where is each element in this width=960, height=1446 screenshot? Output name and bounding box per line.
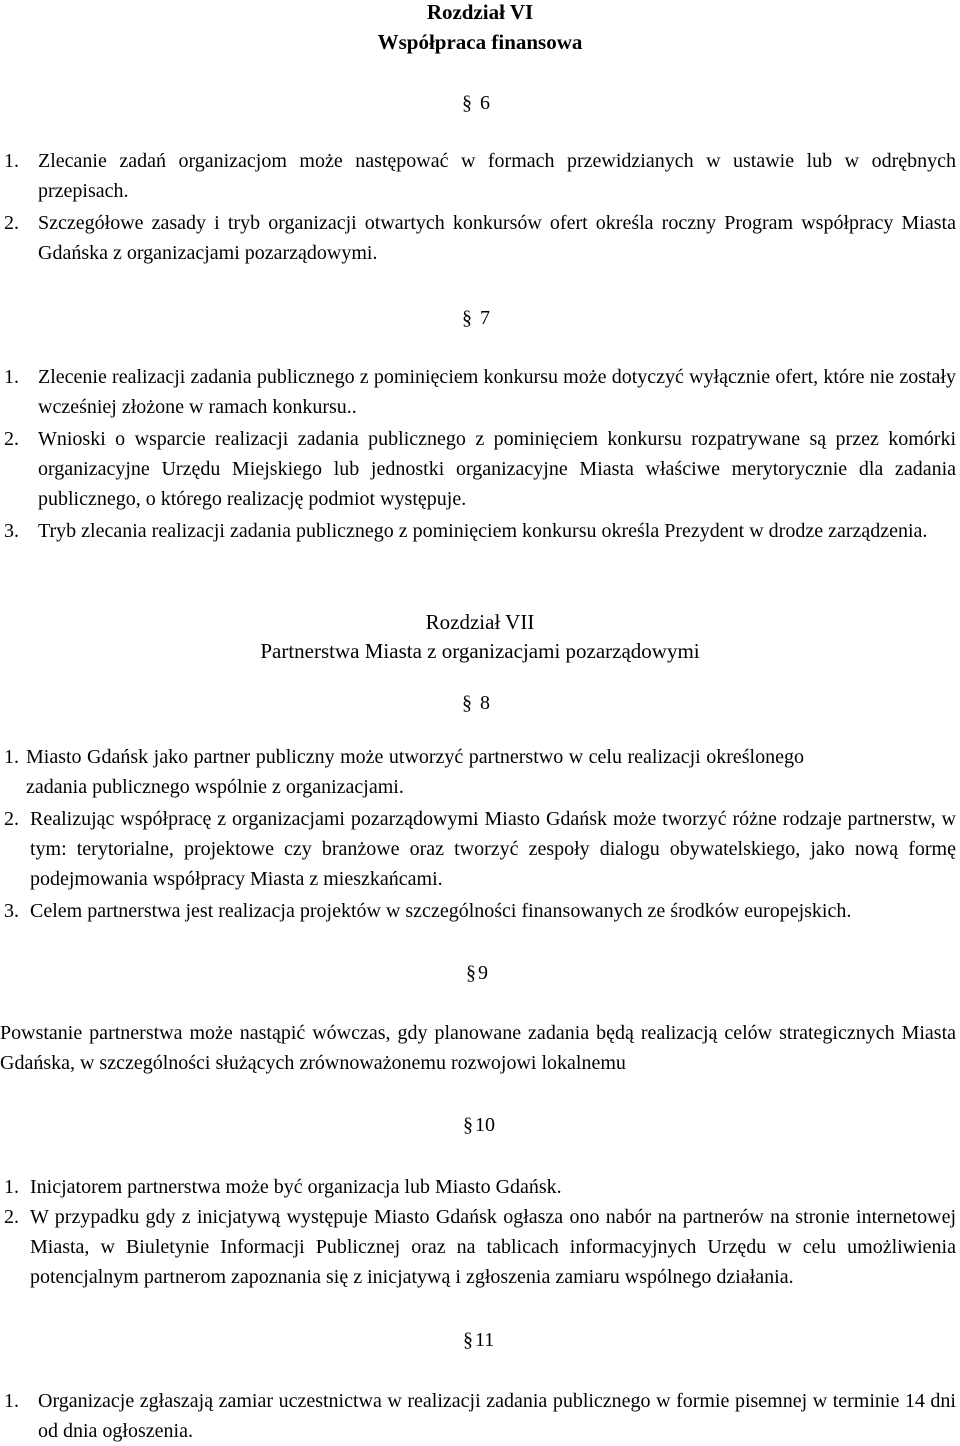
item-text: Realizując współpracę z organizacjami pozarządowymi Miasto Gdańsk może tworzyć różne rodzaje partnerstw, w tym: terytorialne, projektowe czy branżowe oraz tworzyć zespoły dialogu obywatelskiego, jako nową formę podejmowania współpracy Miasta z mieszkańcami. <box>30 808 956 890</box>
section-number: 11 <box>475 1329 495 1351</box>
section-number: 6 <box>480 92 490 114</box>
section-8-heading <box>462 690 490 716</box>
item-number: 2. <box>4 1206 19 1228</box>
section-7-heading <box>462 305 490 331</box>
item-text: W przypadku gdy z inicjatywą występuje Miasto Gdańsk ogłasza ono nabór na partnerów na stronie internetowej Miasta, w Biuletynie Informacji Publicznej oraz na tablicach informacyjnych Urzędu w celu umożliwienia potencjalnym partnerom zapoznania się z inicjatywą i zgłoszenia zamiaru wspólnego działania. <box>30 1206 956 1288</box>
section-symbol: § <box>463 1114 473 1136</box>
item-number: 1. <box>4 150 19 172</box>
item-number: 2. <box>4 808 19 830</box>
section-number: 7 <box>480 307 490 329</box>
chapter-6-subtitle: Współpraca finansowa <box>377 30 583 54</box>
section-symbol: § <box>463 1329 473 1351</box>
item-number: 2. <box>4 428 19 450</box>
s9-paragraph: Powstanie partnerstwa może nastąpić wówczas, gdy planowane zadania będą realizacją celów strategicznych Miasta Gdańska, w szczególności służących zrównoważonemu rozwojowi lokalnemu <box>0 1022 956 1074</box>
s6-item-2 <box>4 208 956 268</box>
section-symbol: § <box>466 962 476 984</box>
item-number: 2. <box>4 212 19 234</box>
item-text: Wnioski o wsparcie realizacji zadania publicznego z pominięciem konkursu rozpatrywane są przez komórki organizacyjne Urzędu Miejskiego lub jednostki organizacyjne Miasta właściwe merytorycznie dla zadania publicznego, o którego realizację podmiot występuje. <box>38 428 956 510</box>
chapter-7-title: Rozdział VII <box>425 610 535 634</box>
item-text: Zlecanie zadań organizacjom może następować w formach przewidzianych w ustawie lub w odrębnych przepisach. <box>38 150 956 202</box>
item-number: 1. <box>4 746 19 768</box>
s10-item-2 <box>4 1202 956 1292</box>
item-text: Zlecenie realizacji zadania publicznego z pominięciem konkursu może dotyczyć wyłącznie ofert, które nie zostały wcześniej złożone w ramach konkursu.. <box>38 366 956 418</box>
s7-item-1 <box>4 362 956 422</box>
s8-item-1 <box>4 742 804 802</box>
s10-item-1 <box>4 1172 956 1202</box>
section-number: 8 <box>480 692 490 714</box>
s6-item-1 <box>4 146 956 206</box>
section-number: 9 <box>478 962 488 984</box>
s8-item-3 <box>4 896 956 926</box>
item-text: Inicjatorem partnerstwa może być organizacja lub Miasto Gdańsk. <box>30 1176 562 1198</box>
section-6-heading <box>462 90 490 116</box>
section-11-heading <box>463 1327 494 1353</box>
s7-item-2 <box>4 424 956 514</box>
item-text: Organizacje zgłaszają zamiar uczestnictwa w realizacji zadania publicznego w formie pisemnej w terminie 14 dni od dnia ogłoszenia. <box>38 1390 956 1442</box>
section-symbol: § <box>462 692 472 714</box>
item-text: Tryb zlecania realizacji zadania publicznego z pominięciem konkursu określa Prezydent w drodze zarządzenia. <box>38 520 928 542</box>
item-number: 1. <box>4 1176 19 1198</box>
item-number: 1. <box>4 1390 19 1412</box>
section-9-heading <box>466 960 488 986</box>
item-text: Miasto Gdańsk jako partner publiczny może utworzyć partnerstwo w celu realizacji określonego zadania publicznego wspólnie z organizacjami. <box>26 746 804 798</box>
item-number: 3. <box>4 520 19 542</box>
s11-item-1 <box>4 1386 956 1446</box>
item-number: 3. <box>4 900 19 922</box>
s7-item-3 <box>4 516 956 546</box>
item-number: 1. <box>4 366 19 388</box>
section-10-heading <box>463 1112 495 1138</box>
chapter-7-subtitle: Partnerstwa Miasta z organizacjami pozarządowymi <box>260 639 700 663</box>
item-text: Szczegółowe zasady i tryb organizacji otwartych konkursów ofert określa roczny Program współpracy Miasta Gdańska z organizacjami pozarządowymi. <box>38 212 956 264</box>
s8-item-2 <box>4 804 956 894</box>
item-text: Celem partnerstwa jest realizacja projektów w szczególności finansowanych ze środków europejskich. <box>30 900 852 922</box>
section-symbol: § <box>462 92 472 114</box>
section-number: 10 <box>475 1114 495 1136</box>
section-symbol: § <box>462 307 472 329</box>
chapter-6-title: Rozdział VI <box>426 0 534 24</box>
